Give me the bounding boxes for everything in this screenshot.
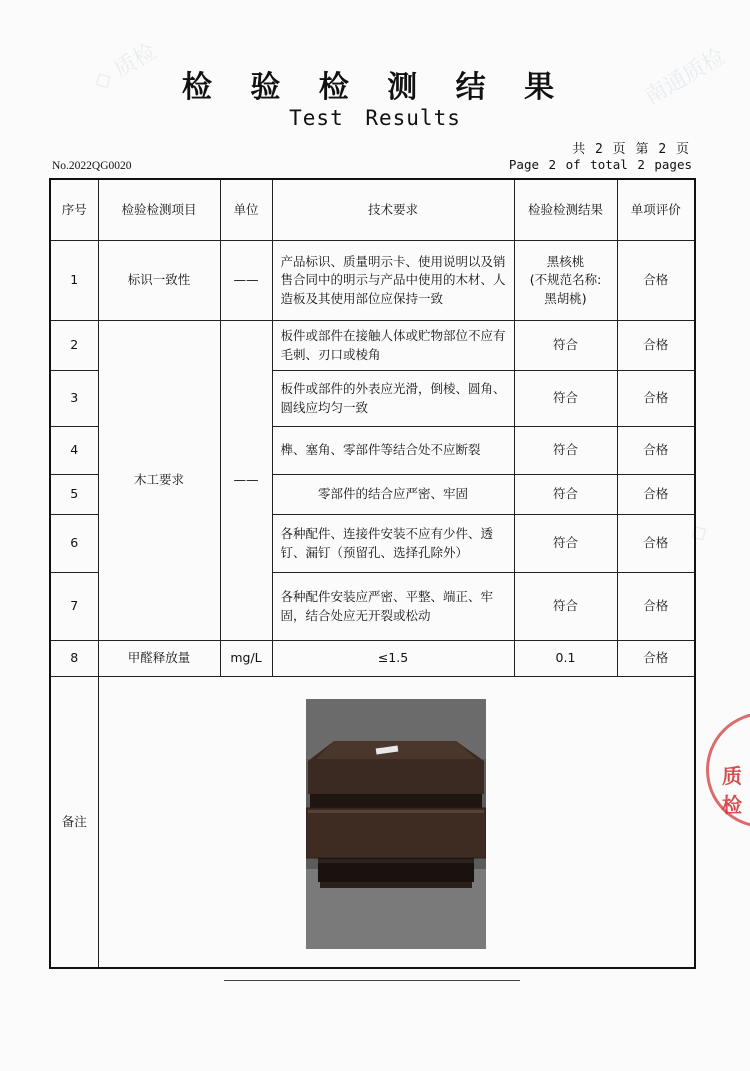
row-evaluation: 合格 bbox=[617, 371, 695, 427]
row-requirement: 板件或部件的外表应光滑，倒棱、圆角、圆线应均匀一致 bbox=[272, 371, 514, 427]
row-requirement: 各种配件、连接件安装不应有少件、透钉、漏钉（预留孔、选择孔除外） bbox=[272, 515, 514, 573]
product-photo bbox=[306, 699, 486, 949]
row-requirement: 各种配件安装应严密、平整、端正、牢固，结合处应无开裂或松动 bbox=[272, 573, 514, 641]
row-no: 5 bbox=[50, 475, 98, 515]
row-result: 符合 bbox=[514, 321, 617, 371]
row-requirement: ≤1.5 bbox=[272, 641, 514, 677]
row-unit: mg/L bbox=[220, 641, 272, 677]
page-count-chinese: 共 2 页 第 2 页 bbox=[572, 142, 690, 157]
column-header-requirement: 技术要求 bbox=[272, 179, 514, 241]
row-evaluation: 合格 bbox=[617, 515, 695, 573]
row-requirement: 零部件的结合应严密、牢固 bbox=[272, 475, 514, 515]
results-table bbox=[49, 178, 696, 969]
row-item: 标识一致性 bbox=[98, 241, 220, 321]
row-no: 6 bbox=[50, 515, 98, 573]
table-header-row bbox=[50, 179, 695, 241]
title-chinese: 检 验 检 测 结 果 bbox=[181, 70, 569, 105]
column-header-unit: 单位 bbox=[220, 179, 272, 241]
row-result: 符合 bbox=[514, 427, 617, 475]
seal-text: 质检 bbox=[722, 764, 742, 817]
row-evaluation: 合格 bbox=[617, 475, 695, 515]
row-no: 7 bbox=[50, 573, 98, 641]
watermark-text: 南通质检 bbox=[640, 44, 730, 111]
row-evaluation: 合格 bbox=[617, 573, 695, 641]
row-no: 2 bbox=[50, 321, 98, 371]
watermark-text: ◇ 质检 bbox=[89, 39, 161, 96]
column-header-item: 检验检测项目 bbox=[98, 179, 220, 241]
row-item: 甲醛释放量 bbox=[98, 641, 220, 677]
row-unit: —— bbox=[220, 241, 272, 321]
row-evaluation: 合格 bbox=[617, 427, 695, 475]
column-header-result: 检验检测结果 bbox=[514, 179, 617, 241]
watermark-text: ◇ bbox=[684, 517, 713, 548]
group-item: 木工要求 bbox=[98, 321, 220, 641]
nightstand-image bbox=[306, 699, 486, 949]
row-result: 0.1 bbox=[514, 641, 617, 677]
row-result: 符合 bbox=[514, 475, 617, 515]
row-evaluation: 合格 bbox=[617, 321, 695, 371]
row-no: 4 bbox=[50, 427, 98, 475]
table-row bbox=[50, 241, 695, 321]
bottom-divider bbox=[224, 980, 520, 981]
table-row bbox=[50, 321, 695, 371]
row-result: 符合 bbox=[514, 371, 617, 427]
row-evaluation: 合格 bbox=[617, 241, 695, 321]
row-result: 符合 bbox=[514, 515, 617, 573]
column-header-evaluation: 单项评价 bbox=[617, 179, 695, 241]
row-evaluation: 合格 bbox=[617, 641, 695, 677]
remarks-row bbox=[50, 677, 695, 969]
group-unit: —— bbox=[220, 321, 272, 641]
title-english: Test Results bbox=[289, 106, 461, 130]
remarks-label: 备注 bbox=[50, 677, 98, 969]
column-header-no: 序号 bbox=[50, 179, 98, 241]
row-no: 3 bbox=[50, 371, 98, 427]
row-no: 8 bbox=[50, 641, 98, 677]
row-result: 黑核桃 (不规范名称: 黑胡桃) bbox=[514, 241, 617, 321]
row-requirement: 榫、塞角、零部件等结合处不应断裂 bbox=[272, 427, 514, 475]
page-count-english: Page 2 of total 2 pages bbox=[508, 157, 692, 172]
report-number: No.2022QG0020 bbox=[52, 160, 132, 172]
row-result: 符合 bbox=[514, 573, 617, 641]
row-requirement: 板件或部件在接触人体或贮物部位不应有毛刺、刃口或棱角 bbox=[272, 321, 514, 371]
row-no: 1 bbox=[50, 241, 98, 321]
table-row bbox=[50, 641, 695, 677]
remarks-content bbox=[98, 677, 695, 969]
row-requirement: 产品标识、质量明示卡、使用说明以及销售合同中的明示与产品中使用的木材、人造板及其使用部位应保持一致 bbox=[272, 241, 514, 321]
